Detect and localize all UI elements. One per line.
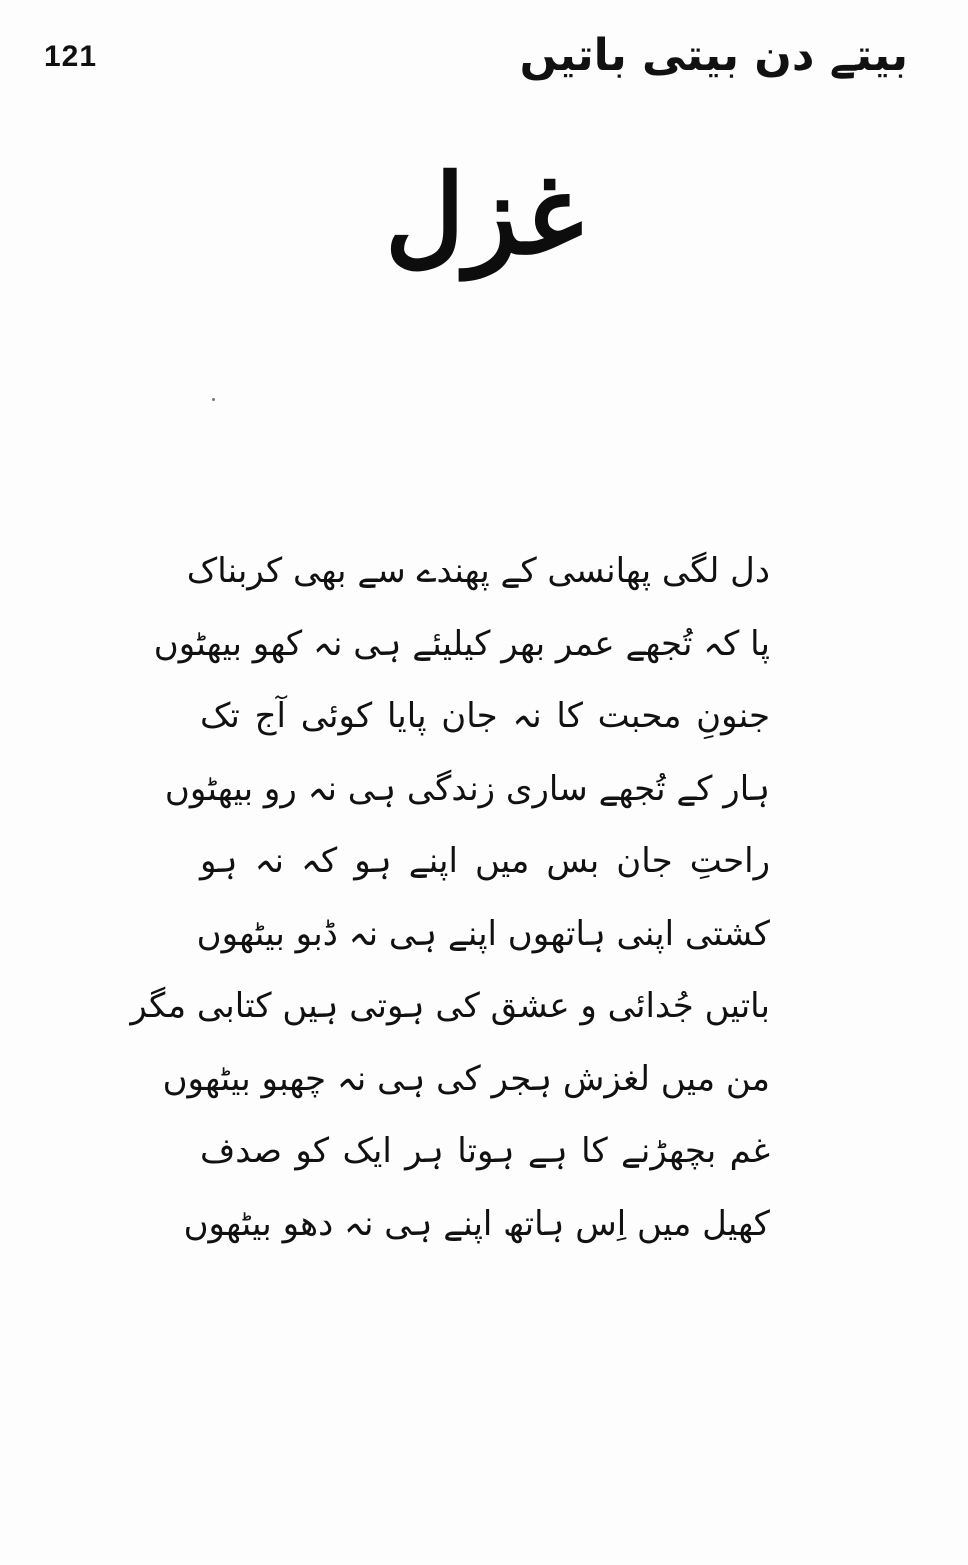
page-number: 121: [44, 40, 98, 73]
verse-line-4: ہار کے تُجھے ساری زندگی ہی نہ رو بیھٹوں: [164, 768, 770, 809]
verse-line-3: جنونِ محبت کا نہ جان پایا کوئی آج تک: [200, 696, 770, 736]
print-speck: [212, 398, 215, 401]
book-title-header: بیتے دن بیتی باتیں: [519, 30, 908, 81]
verse-line-6: کشتی اپنی ہاتھوں اپنے ہی نہ ڈبو بیٹھوں: [196, 913, 770, 954]
verse-line-10: کھیل میں اِس ہاتھ اپنے ہی نہ دھو بیٹھوں: [183, 1203, 770, 1244]
poem-title: غزل: [384, 150, 584, 279]
verse-line-2: پا کہ تُجھے عمر بھر کیلیئے ہی نہ کھو بیھٹوں: [153, 623, 770, 664]
verse-line-1: دل لگی پھانسی کے پھندے سے بھی کربناک: [186, 551, 770, 591]
verse-line-8: من میں لغزش ہجر کی ہی نہ چھبو بیٹھوں: [162, 1058, 770, 1099]
verse-line-7: باتیں جُدائی و عشق کی ہوتی ہیں کتابی مگر: [130, 986, 770, 1026]
verse-line-9: غم بچھڑنے کا ہے ہوتا ہر ایک کو صدف: [200, 1131, 770, 1171]
poem-body: [130, 535, 770, 1260]
verse-line-5: راحتِ جان بس میں اپنے ہو کہ نہ ہو: [200, 841, 770, 881]
